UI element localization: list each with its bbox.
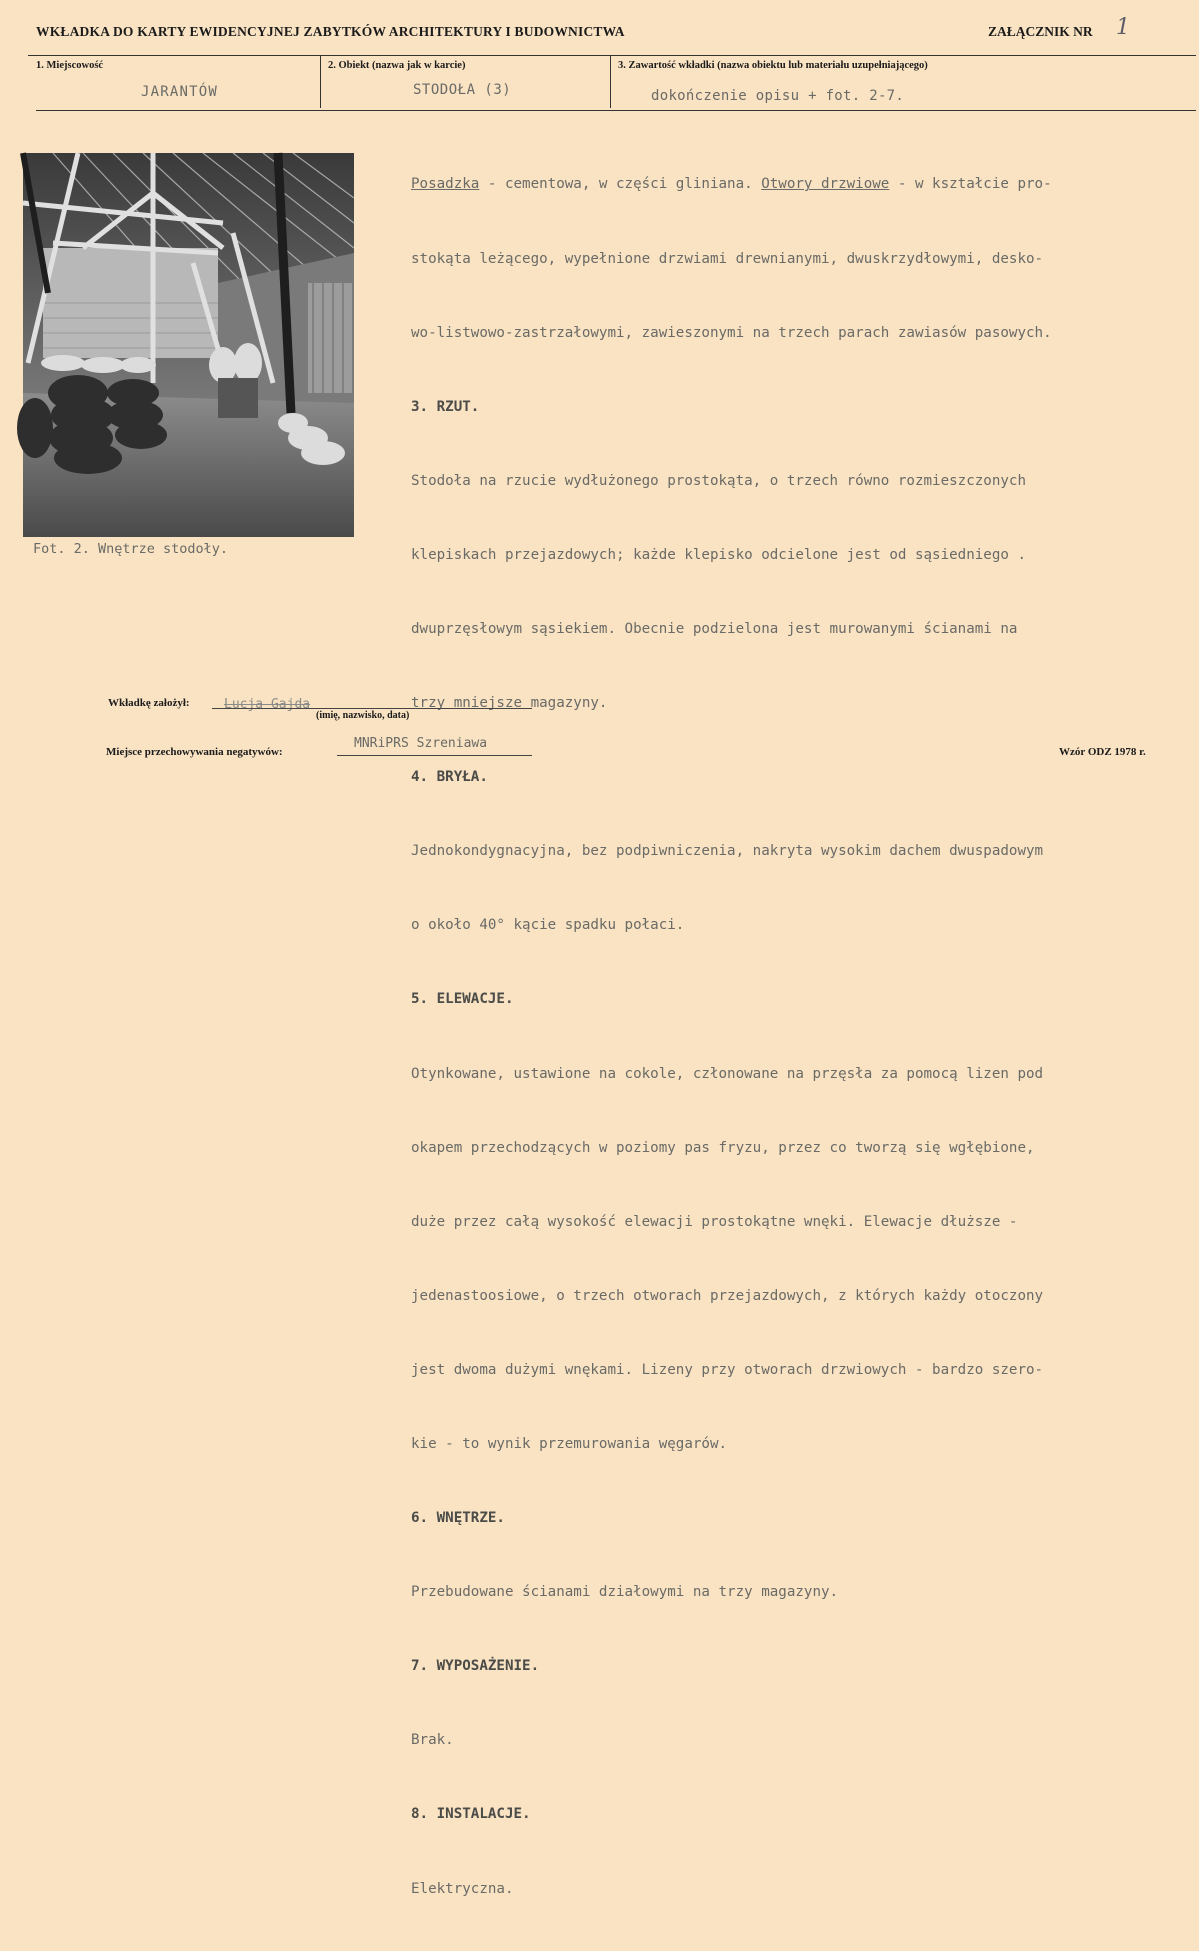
annex-label: ZAŁĄCZNIK NR [988,24,1093,39]
doors-heading: Otwory drzwiowe [761,176,890,193]
text-line: Stodoła na rzucie wydłużonego prostokąta, o trzech równo rozmieszczonych [411,472,1026,489]
negatives-value: MNRiPRS Szreniawa [354,736,488,751]
text-line: kie - to wynik przemurowania węgarów. [411,1436,728,1452]
text-line: Elektryczna. [411,1880,514,1897]
text-line: wo-listwowo-zastrzałowymi, zawieszonymi na trzech parach zawiasów pasowych. [411,324,1052,341]
photo-caption: Fot. 2. Wnętrze stodoły. [33,541,229,557]
field-divider-1 [320,55,321,108]
field-divider-2 [610,55,611,108]
text-line [411,172,1181,197]
text-line: Przebudowane ścianami działowymi na trzy magazyny. [411,1584,839,1601]
text-line: jest dwoma dużymi wnękami. Lizeny przy otworach drzwiowych - bardzo szero- [411,1361,1044,1378]
text-line: Brak. [411,1732,454,1749]
text-segment: - cementowa, w części gliniana. [479,176,762,193]
text-line: Otynkowane, ustawione na cokole, członowane na przęsła za pomocą lizen pod [411,1065,1044,1082]
author-value: Lucja Gajda [224,697,311,712]
section-heading-installations: 8. INSTALACJE. [411,1806,531,1823]
card-title: WKŁADKA DO KARTY EWIDENCYJNEJ ZABYTKÓW ARCHITEKTURY I BUDOWNICTWA [36,24,625,39]
section-heading-mass: 4. BRYŁA. [411,769,488,786]
text-line: stokąta leżącego, wypełnione drzwiami drewnianymi, dwuskrzydłowymi, desko- [411,250,1044,267]
negatives-label: Miejsce przechowywania negatywów: [106,746,283,758]
description-text [411,123,1181,1951]
text-line: jedenastoosiowe, o trzech otworach przejazdowych, z których każdy otoczony [411,1287,1044,1304]
section-heading-interior: 6. WNĘTRZE. [411,1510,505,1527]
field-contents-label: 3. Zawartość wkładki (nazwa obiektu lub materiału uzupełniającego) [618,60,928,71]
form-number: Wzór ODZ 1978 r. [1059,746,1146,758]
text-line: trzy mniejsze magazyny. [411,695,608,712]
section-heading-plan: 3. RZUT. [411,398,480,415]
author-line [212,708,532,709]
section-heading-equipment: 7. WYPOSAŻENIE. [411,1658,540,1675]
floor-heading: Posadzka [411,176,480,193]
author-sublabel: (imię, nazwisko, data) [316,710,410,721]
text-line: duże przez całą wysokość elewacji prostokątne wnęki. Elewacje dłuższe - [411,1213,1018,1230]
header-rule [28,55,1196,56]
author-label: Wkładkę założył: [108,697,190,709]
annex-number: 1 [1116,15,1130,40]
field-locality-value: JARANTÓW [141,84,219,100]
field-contents-value: dokończenie opisu + fot. 2-7. [651,88,905,104]
section-heading-elevations: 5. ELEWACJE. [411,991,514,1008]
negatives-line [337,755,532,756]
text-line: Jednokondygnacyjna, bez podpiwniczenia, nakryta wysokim dachem dwuspadowym [411,843,1044,860]
field-object-value: STODOŁA (3) [413,82,512,98]
text-line: dwuprzęsłowym sąsiekiem. Obecnie podzielona jest murowanymi ścianami na [411,620,1018,637]
text-line: o około 40° kącie spadku połaci. [411,917,685,934]
field-locality-label: 1. Miejscowość [36,60,104,71]
fields-rule [36,110,1196,111]
text-line: okapem przechodzących w poziomy pas fryzu, przez co tworzą się wgłębione, [411,1139,1035,1156]
barn-interior-photo [23,153,354,537]
text-segment: - w kształcie pro- [889,176,1052,193]
field-object-label: 2. Obiekt (nazwa jak w karcie) [328,60,466,71]
text-line: klepiskach przejazdowych; każde klepisko odcielone jest od sąsiedniego . [411,546,1026,563]
